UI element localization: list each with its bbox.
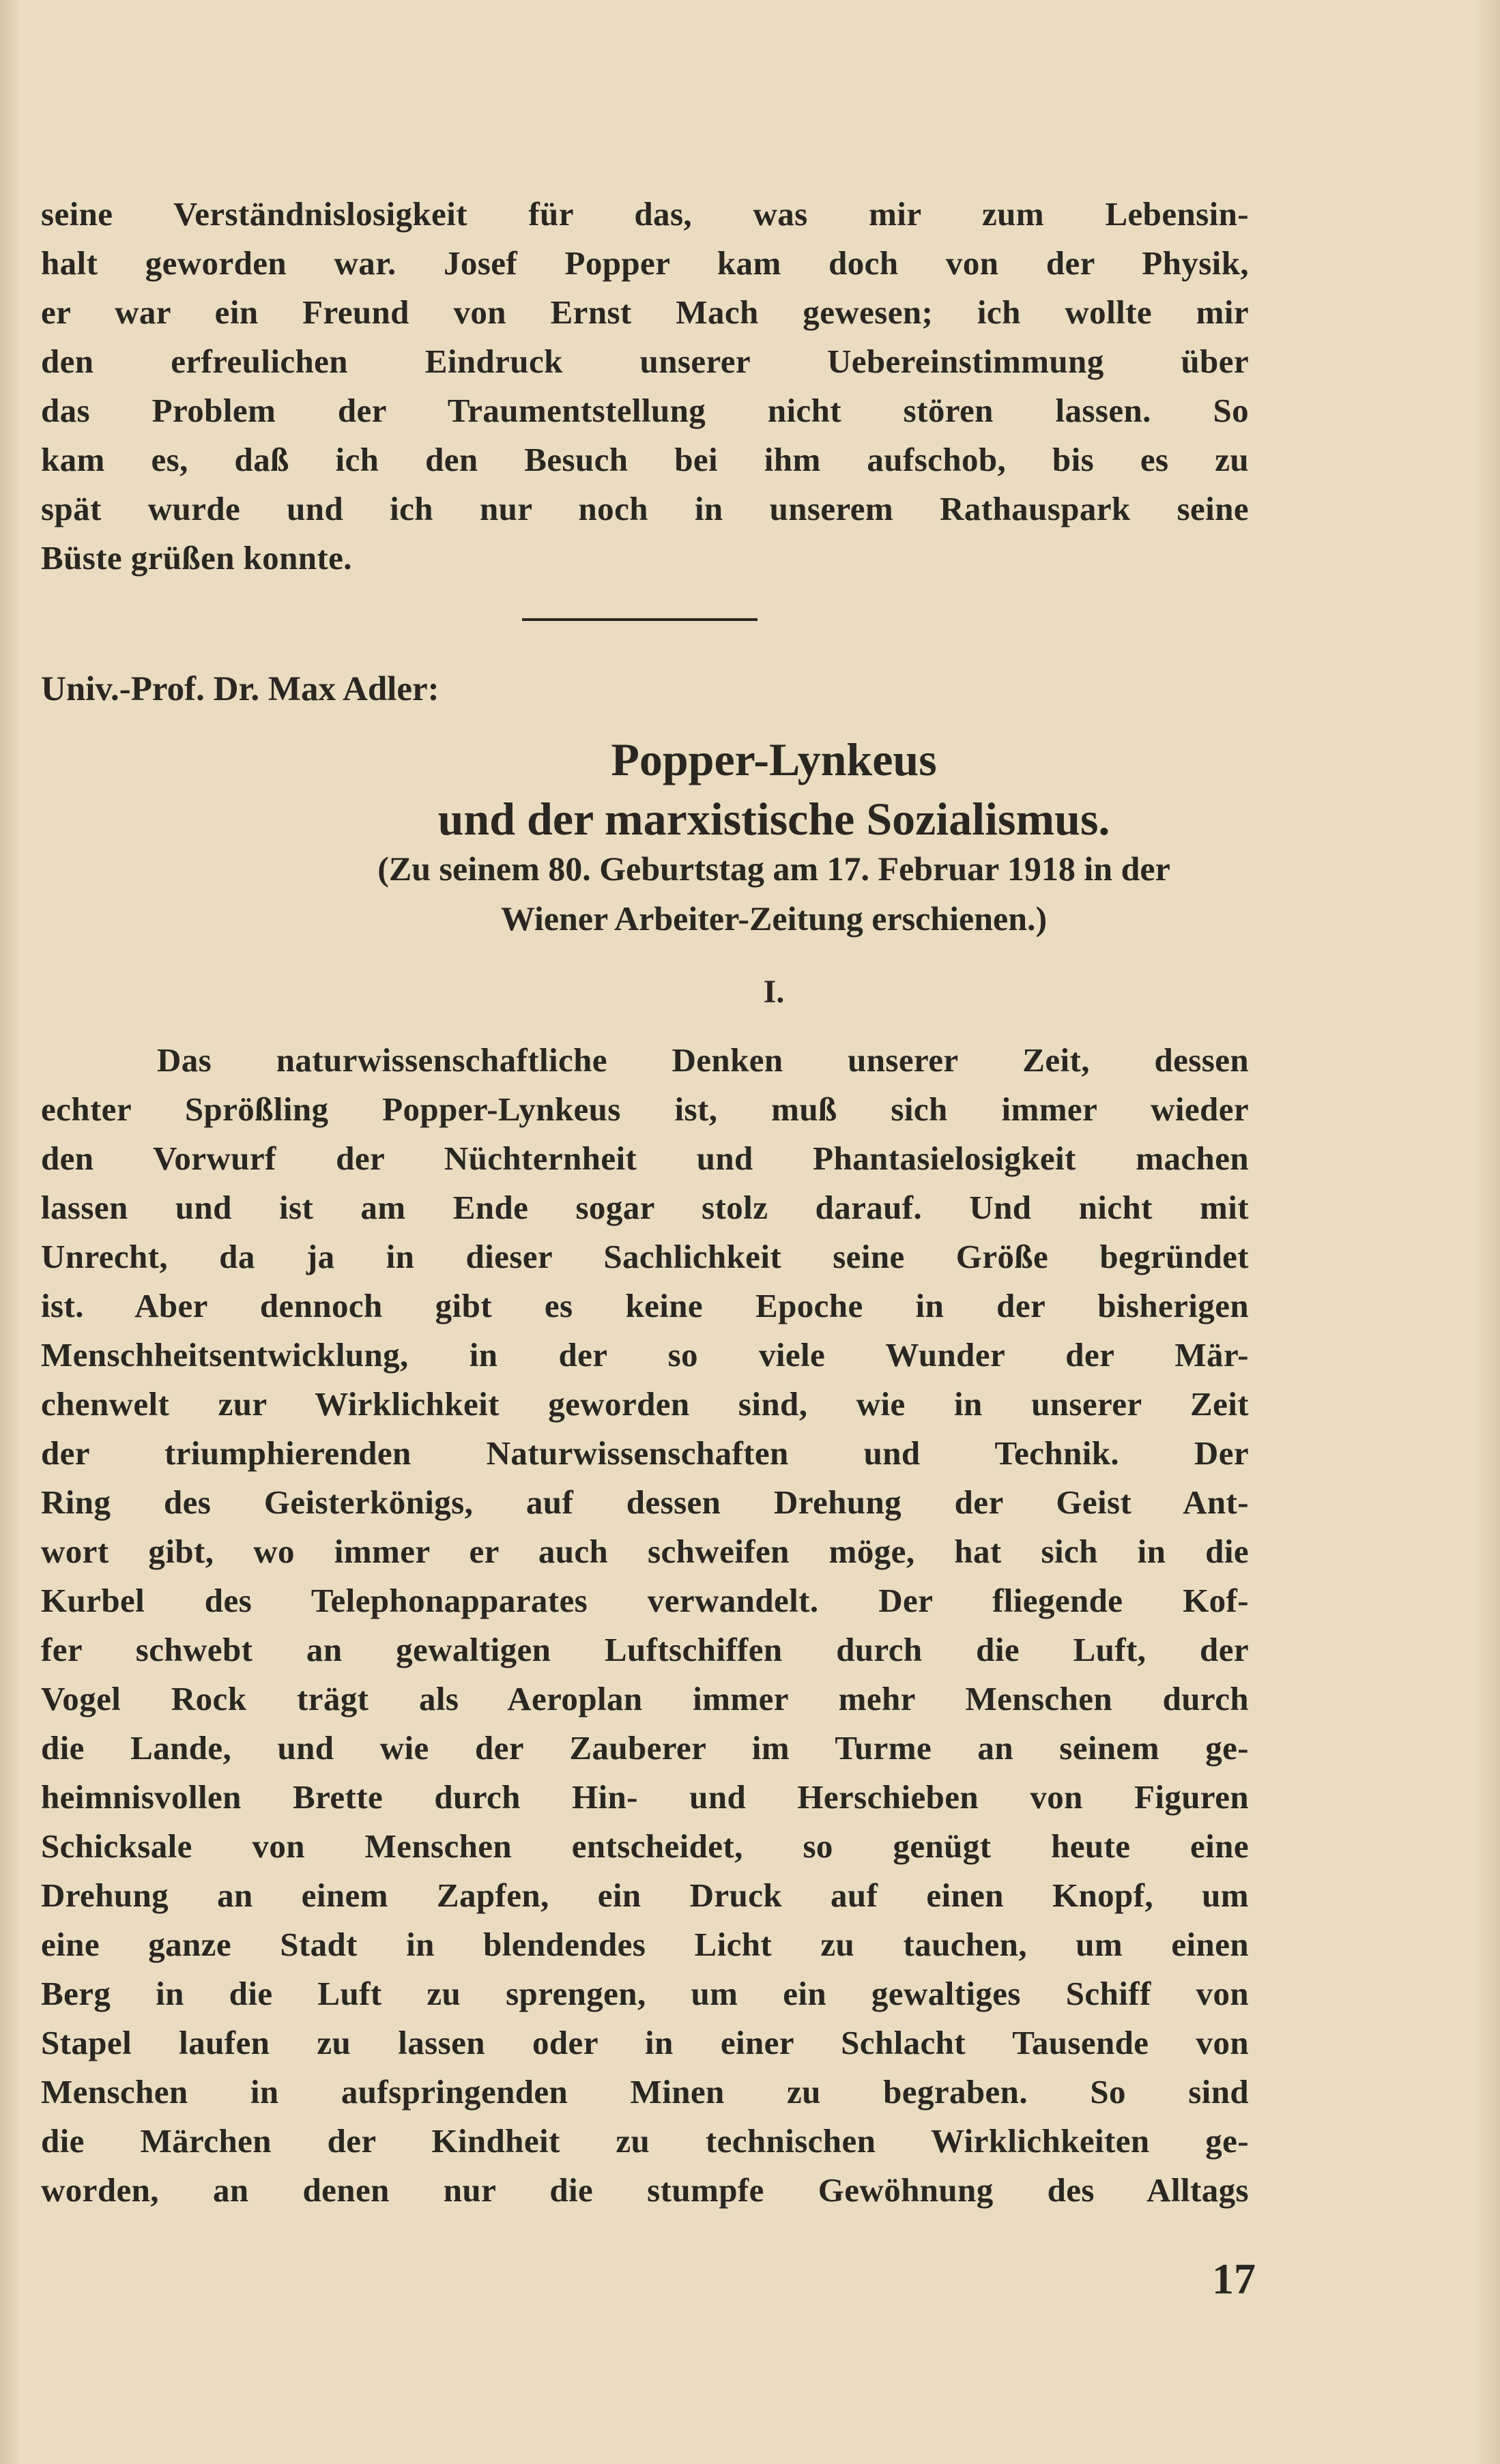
paragraph-line: Menschheitsentwicklung, in der so viele Wunder der Mär- [41,1336,1249,1374]
paragraph-line: er war ein Freund von Ernst Mach gewesen; ich wollte mir [41,293,1249,331]
article-title-line-1: Popper-Lynkeus [611,734,937,785]
paragraph-line: fer schwebt an gewaltigen Luftschiffen durch die Luft, der [41,1631,1249,1668]
paragraph-line: Berg in die Luft zu sprengen, um ein gewaltiges Schiff von [41,1975,1249,2012]
paragraph-line: Ring des Geisterkönigs, auf dessen Drehung der Geist Ant- [41,1483,1249,1521]
paragraph-line: Büste grüßen konnte. [41,539,352,577]
article-subtitle-line-1: (Zu seinem 80. Geburtstag am 17. Februar 1918 in der [377,850,1170,888]
paragraph-line: Unrecht, da ja in dieser Sachlichkeit seine Größe begründet [41,1238,1249,1275]
page-edge-left [0,0,19,2464]
paragraph-line: Kurbel des Telephonapparates verwandelt. Der fliegende Kof- [41,1582,1249,1619]
paragraph-line: heimnisvollen Brette durch Hin- und Herschieben von Figuren [41,1778,1249,1816]
paragraph-line: der triumphierenden Naturwissenschaften und Technik. Der [41,1434,1249,1472]
paragraph-line: den Vorwurf der Nüchternheit und Phantasielosigkeit machen [41,1140,1249,1177]
top-paragraph [41,190,1249,583]
paragraph-line: chenwelt zur Wirklichkeit geworden sind, wie in unserer Zeit [41,1385,1249,1423]
paragraph-line: ist. Aber dennoch gibt es keine Epoche in der bisherigen [41,1287,1249,1324]
article-author: Univ.-Prof. Dr. Max Adler: [41,670,439,708]
paragraph-line: eine ganze Stadt in blendendes Licht zu tauchen, um einen [41,1926,1249,1963]
paragraph-line: die Märchen der Kindheit zu technischen Wirklichkeiten ge- [41,2122,1249,2160]
paragraph-line: den erfreulichen Eindruck unserer Uebereinstimmung über [41,343,1249,380]
paragraph-line: worden, an denen nur die stumpfe Gewöhnung des Alltags [41,2171,1249,2209]
article-title-line-2: und der marxistische Sozialismus. [437,793,1110,845]
paragraph-line: die Lande, und wie der Zauberer im Turme an seinem ge- [41,1729,1249,1767]
paragraph-line: spät wurde und ich nur noch in unserem Rathauspark seine [41,490,1249,527]
paragraph-line: Stapel laufen zu lassen oder in einer Schlacht Tausende von [41,2024,1249,2061]
article-subtitle-line-2: Wiener Arbeiter-Zeitung erschienen.) [500,899,1048,938]
paragraph-line: Menschen in aufspringenden Minen zu begraben. So sind [41,2073,1249,2111]
page-edge-right [1475,0,1500,2464]
paragraph-line: das Problem der Traumentstellung nicht stören lassen. So [41,392,1249,429]
paragraph-line: Vogel Rock trägt als Aeroplan immer mehr Menschen durch [41,1680,1249,1717]
paragraph-line: kam es, daß ich den Besuch bei ihm aufschob, bis es zu [41,441,1249,478]
section-number: I. [763,974,785,1010]
paragraph-line: seine Verständnislosigkeit für das, was mir zum Lebensin- [41,195,1249,233]
paragraph-line: Schicksale von Menschen entscheidet, so genügt heute eine [41,1827,1249,1865]
paragraph-line: lassen und ist am Ende sogar stolz darauf. Und nicht mit [41,1189,1249,1226]
paragraph-line: halt geworden war. Josef Popper kam doch von der Physik, [41,244,1249,282]
paragraph-line: echter Sprößling Popper-Lynkeus ist, muß sich immer wieder [41,1090,1249,1128]
paragraph-line: Das naturwissenschaftliche Denken unserer Zeit, dessen [157,1041,1249,1079]
section-divider [522,618,758,621]
main-paragraph [41,1036,1249,2215]
page-number: 17 [1212,2255,1256,2303]
paragraph-line: wort gibt, wo immer er auch schweifen möge, hat sich in die [41,1533,1249,1570]
paragraph-line: Drehung an einem Zapfen, ein Druck auf einen Knopf, um [41,1876,1249,1914]
